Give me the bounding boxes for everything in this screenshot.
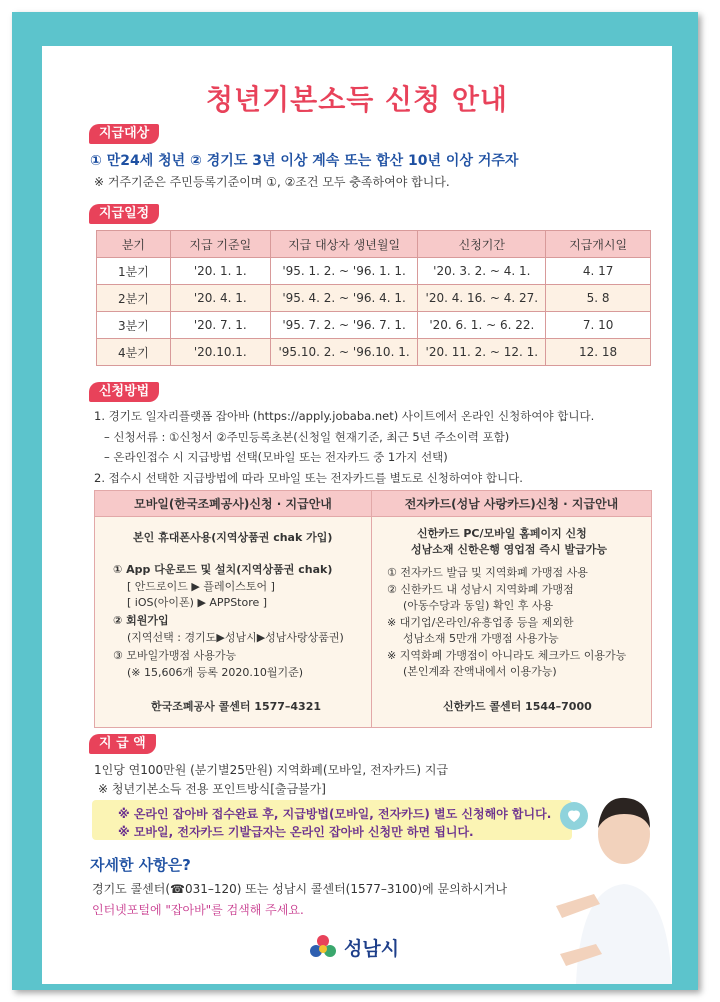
mobile-step-1a: [ 안드로이드 ▶ 플레이스토어 ]: [127, 580, 275, 593]
method-line-2: – 신청서류 : ①신청서 ②주민등록초본(신청일 현재기준, 최근 5년 주소이력 포함): [104, 430, 510, 444]
mobile-step-1b: [ iOS(아이폰) ▶ APPStore ]: [127, 596, 268, 609]
table-cell: '20. 7. 1.: [170, 312, 270, 339]
more-info-line-1: 경기도 콜센터(☎031–120) 또는 성남시 콜센터(1577–3100)에 문의하시거나: [92, 882, 508, 896]
box-divider: [371, 491, 372, 727]
table-cell: 1분기: [97, 258, 171, 285]
amount-line-2: ※ 청년기본소득 전용 포인트방식[출금불가]: [98, 782, 326, 796]
table-cell: '20. 1. 1.: [170, 258, 270, 285]
section-label-method: 신청방법: [89, 382, 159, 402]
mobile-step-1: ① App 다운로드 및 설치(지역상품권 chak): [113, 563, 333, 576]
person-illustration: [554, 776, 672, 984]
mobile-step-3a: (※ 15,606개 등록 2020.10월기준): [127, 666, 304, 679]
table-cell: '95.10. 2. ~ '96.10. 1.: [270, 339, 418, 366]
table-cell: 12. 18: [546, 339, 651, 366]
card-step-4: ※ 지역화폐 가맹점이 아니라도 체크카드 이용가능: [387, 649, 627, 662]
table-cell: '20.10.1.: [170, 339, 270, 366]
mobile-step-3: ③ 모바일가맹점 사용가능: [113, 649, 237, 662]
notice-line-1: ※ 온라인 잡아바 접수완료 후, 지급방법(모바일, 전자카드) 별도 신청해야 합니다.: [118, 807, 552, 821]
notice-box: [92, 800, 572, 840]
notice-line-2: ※ 모바일, 전자카드 기발급자는 온라인 잡아바 신청만 하면 됩니다.: [118, 825, 474, 839]
card-step-3a: 성남소재 5만개 가맹점 사용가능: [403, 632, 559, 645]
table-row: [97, 258, 651, 285]
header-birthdate: 지급 대상자 생년월일: [270, 231, 418, 258]
table-row: [97, 285, 651, 312]
header-period: 신청기간: [418, 231, 546, 258]
card-sub-2: 성남소재 신한은행 영업점 즉시 발급가능: [411, 543, 607, 556]
table-cell: '20. 4. 16. ~ 4. 27.: [418, 285, 546, 312]
table-cell: '20. 11. 2. ~ 12. 1.: [418, 339, 546, 366]
table-cell: 7. 10: [546, 312, 651, 339]
card-step-2a: (아동수당과 동일) 확인 후 사용: [403, 599, 554, 612]
table-cell: '20. 6. 1. ~ 6. 22.: [418, 312, 546, 339]
card-sub-1: 신한카드 PC/모바일 홈페이지 신청: [417, 527, 587, 540]
method-detail-box: [94, 490, 652, 728]
section-label-amount: 지 급 액: [89, 734, 156, 754]
card-step-4a: (본인계좌 잔액내에서 이용가능): [403, 665, 557, 678]
table-cell: '95. 4. 2. ~ '96. 4. 1.: [270, 285, 418, 312]
table-header-row: [97, 231, 651, 258]
table-cell: 2분기: [97, 285, 171, 312]
poster: [42, 46, 672, 984]
header-base-date: 지급 기준일: [170, 231, 270, 258]
city-logo: [308, 932, 399, 962]
header-start: 지급개시일: [546, 231, 651, 258]
table-cell: '95. 7. 2. ~ '96. 7. 1.: [270, 312, 418, 339]
table-cell: '95. 1. 2. ~ '96. 1. 1.: [270, 258, 418, 285]
page-title: 청년기본소득 신청 안내: [206, 83, 508, 116]
method-line-1: 1. 경기도 일자리플랫폼 잡아바 (https://apply.jobaba.net) 사이트에서 온라인 신청하여야 합니다.: [94, 409, 595, 423]
table-cell: 4. 17: [546, 258, 651, 285]
card-header: 전자카드(성남 사랑카드)신청 · 지급안내: [372, 491, 651, 517]
mobile-sub: 본인 휴대폰사용(지역상품권 chak 가입): [133, 531, 333, 544]
section-label-schedule: 지급일정: [89, 204, 159, 224]
table-row: [97, 339, 651, 366]
card-step-1: ① 전자카드 발급 및 지역화폐 가맹점 사용: [387, 566, 588, 579]
table-cell: 4분기: [97, 339, 171, 366]
card-step-2: ② 신한카드 내 성남시 지역화폐 가맹점: [387, 583, 574, 596]
logo-text: 성남시: [344, 937, 400, 960]
amount-line-1: 1인당 연100만원 (분기별25만원) 지역화폐(모바일, 전자카드) 지급: [94, 763, 449, 777]
method-line-3: – 온라인접수 시 지급방법 선택(모바일 또는 전자카드 중 1가지 선택): [104, 450, 448, 464]
target-line-2: ※ 거주기준은 주민등록기준이며 ①, ②조건 모두 충족하여야 합니다.: [94, 175, 450, 189]
mobile-step-2a: (지역선택 : 경기도▶성남시▶성남사랑상품권): [127, 631, 344, 644]
header-quarter: 분기: [97, 231, 171, 258]
table-cell: '20. 4. 1.: [170, 285, 270, 312]
target-line-1: ① 만24세 청년 ② 경기도 3년 이상 계속 또는 합산 10년 이상 거주자: [90, 153, 519, 169]
section-label-target: 지급대상: [89, 124, 159, 144]
table-cell: 3분기: [97, 312, 171, 339]
table-cell: 5. 8: [546, 285, 651, 312]
mobile-header: 모바일(한국조폐공사)신청 · 지급안내: [95, 491, 371, 517]
mobile-step-2: ② 회원가입: [113, 614, 169, 627]
card-contact: 신한카드 콜센터 1544–7000: [443, 700, 592, 713]
more-info-line-2: 인터넷포털에 "잡아바"를 검색해 주세요.: [92, 903, 304, 917]
schedule-table: [96, 230, 651, 366]
method-line-4: 2. 접수시 선택한 지급방법에 따라 모바일 또는 전자카드를 별도로 신청하여야 합니다.: [94, 471, 523, 485]
mobile-contact: 한국조폐공사 콜센터 1577–4321: [151, 700, 322, 713]
table-cell: '20. 3. 2. ~ 4. 1.: [418, 258, 546, 285]
table-row: [97, 312, 651, 339]
more-info-title: 자세한 사항은?: [90, 856, 191, 874]
seongnam-emblem-icon: [308, 932, 338, 962]
card-step-3: ※ 대기업/온라인/유흥업종 등을 제외한: [387, 616, 574, 629]
